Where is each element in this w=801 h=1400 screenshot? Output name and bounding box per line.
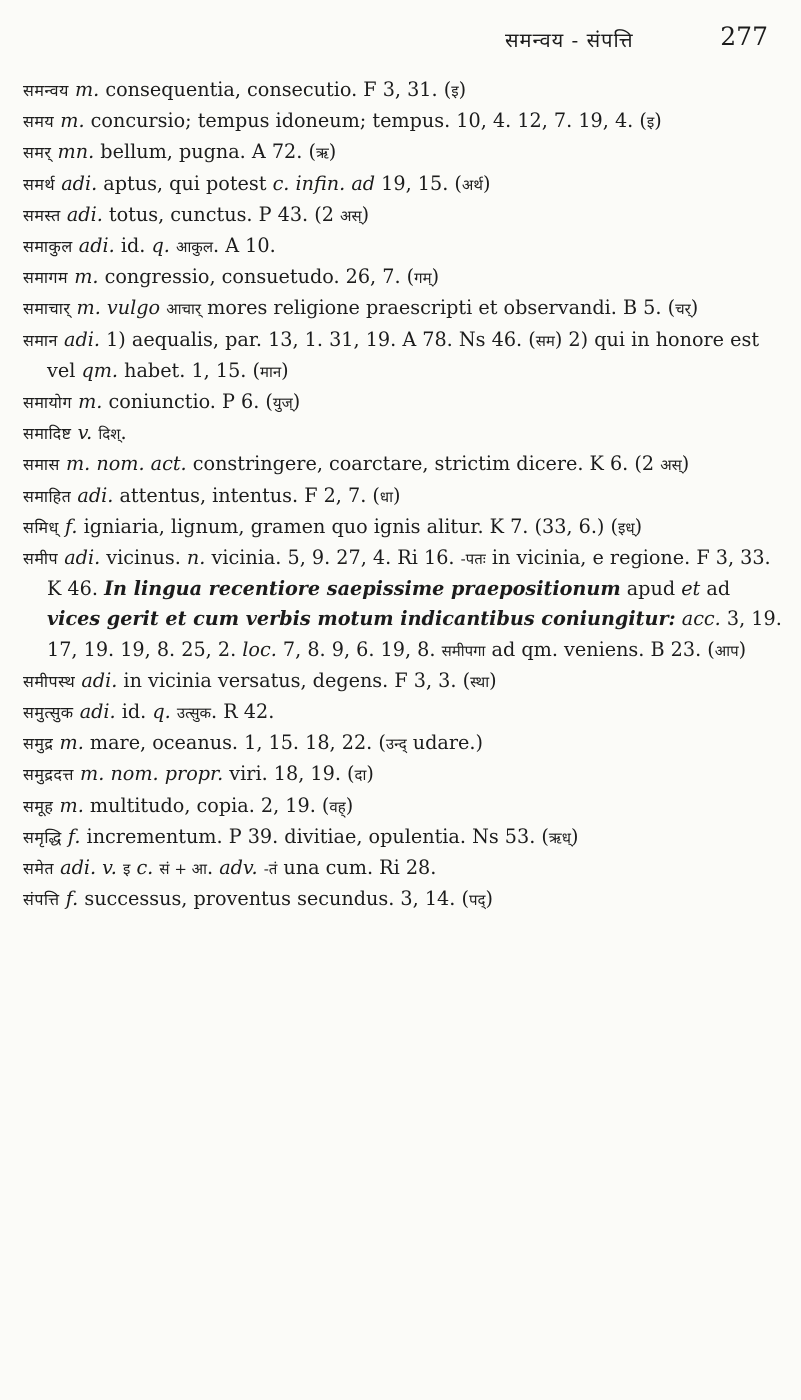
dictionary-entry bbox=[23, 449, 783, 480]
dictionary-entry bbox=[23, 884, 783, 915]
entry-text: -पतः bbox=[460, 550, 486, 569]
entry-text: धा bbox=[379, 487, 394, 506]
entry-headword: समन्वय bbox=[23, 81, 69, 100]
dictionary-entry bbox=[23, 75, 783, 106]
entry-headword: समृद्धि bbox=[23, 827, 62, 847]
dictionary-entry bbox=[23, 293, 783, 324]
entry-text: ) bbox=[361, 202, 370, 226]
entry-text: सम bbox=[535, 331, 555, 350]
entry-text: acc. bbox=[681, 607, 721, 631]
entry-text: incrementum. P 39. divitiae, opulentia. Ns 53. ( bbox=[80, 824, 549, 848]
entry-headword: समागम bbox=[23, 268, 69, 288]
entry-grammar: v. bbox=[77, 421, 93, 445]
entry-text: successus, proventus secundus. 3, 14. ( bbox=[78, 887, 469, 911]
entry-text: दा bbox=[354, 766, 367, 785]
entry-text: ) bbox=[654, 109, 662, 133]
entry-headword: समाहित bbox=[23, 486, 72, 506]
entry-headword: समीपस्थ bbox=[23, 671, 76, 691]
entry-text: ऋ bbox=[315, 144, 329, 163]
entry-text: mare, oceanus. 1, 15. 18, 22. ( bbox=[83, 731, 386, 755]
entry-text: concursio; tempus idoneum; tempus. 10, 4. 12, 7. 19, 4. ( bbox=[84, 109, 647, 133]
entry-text: इध् bbox=[618, 518, 635, 537]
entry-text: ) bbox=[345, 793, 354, 817]
entry-text: una cum. Ri 28. bbox=[277, 856, 437, 880]
entry-grammar: f. bbox=[64, 514, 78, 538]
entry-text: vicinus. bbox=[100, 546, 187, 570]
entry-text: adv. bbox=[219, 856, 258, 880]
entry-text: 1) aequalis, par. 13, 1. 31, 19. A 78. Ns 46. ( bbox=[100, 327, 536, 351]
entry-text: totus, cunctus. P 43. (2 bbox=[102, 202, 341, 226]
entry-grammar: m. bbox=[74, 78, 100, 101]
entry-grammar: m. nom. act. bbox=[65, 452, 187, 476]
entry-text: vulgo bbox=[106, 296, 161, 320]
entry-text: ) bbox=[681, 452, 690, 476]
entry-text: ) bbox=[570, 824, 579, 848]
entry-grammar: adi. bbox=[78, 234, 115, 258]
entry-text: अस् bbox=[340, 206, 362, 225]
entry-text: ) bbox=[690, 296, 699, 320]
entry-text: ) bbox=[292, 390, 301, 414]
entry-grammar: adi. bbox=[81, 668, 118, 692]
entry-text: सं + आ bbox=[159, 860, 207, 879]
entry-text: in vicinia, e regione. F 3, 33. K 46. bbox=[47, 546, 771, 601]
entry-text: In lingua recentiore saepissime praepositionum bbox=[104, 577, 621, 601]
entry-text: q. bbox=[152, 700, 171, 724]
dictionary-entry bbox=[23, 200, 783, 231]
entry-headword: समास bbox=[23, 455, 60, 475]
entry-text: ) bbox=[485, 887, 493, 911]
entry-text: qm. bbox=[81, 358, 119, 382]
entry-text: igniaria, lignum, gramen quo ignis alitur. K 7. (33, 6.) ( bbox=[77, 514, 618, 538]
entry-headword: समायोग bbox=[23, 393, 72, 413]
entry-text: इ bbox=[451, 82, 459, 100]
dictionary-entry bbox=[23, 512, 783, 543]
page-header bbox=[0, 20, 801, 60]
entry-text: id. bbox=[115, 700, 153, 724]
dictionary-entry bbox=[23, 137, 783, 168]
entry-text: अर्थ bbox=[461, 175, 483, 194]
dictionary-entry bbox=[23, 106, 783, 137]
entry-text: उन्द् bbox=[385, 735, 407, 754]
entry-text: 19, 15. ( bbox=[375, 171, 462, 195]
entry-grammar: mn. bbox=[57, 140, 95, 164]
dictionary-entry bbox=[23, 822, 783, 853]
entry-grammar: m. bbox=[59, 731, 84, 755]
entry-text: aptus, qui potest bbox=[97, 171, 273, 195]
dictionary-entry bbox=[23, 853, 783, 884]
entry-text: चर् bbox=[675, 300, 691, 319]
entry-text: आप bbox=[714, 641, 739, 660]
entry-text: उत्सुक bbox=[176, 704, 212, 723]
entry-grammar: adi. bbox=[61, 171, 98, 195]
entry-grammar: f. bbox=[67, 824, 81, 848]
entry-headword: समान bbox=[23, 330, 58, 350]
entry-grammar: adi. bbox=[79, 700, 116, 724]
entry-text: ) bbox=[393, 483, 401, 507]
dictionary-entry bbox=[23, 169, 783, 200]
dictionary-entry bbox=[23, 231, 783, 262]
entry-text: . R 42. bbox=[211, 700, 275, 724]
entry-text: bellum, pugna. A 72. ( bbox=[94, 140, 316, 164]
entry-text: . A 10. bbox=[213, 234, 276, 258]
entry-text: id. bbox=[114, 234, 152, 258]
entry-text: समीपगा bbox=[441, 641, 486, 660]
entry-grammar: m. bbox=[59, 793, 84, 817]
entry-text: apud bbox=[620, 577, 682, 601]
entry-text: स्था bbox=[470, 672, 490, 691]
dictionary-entry bbox=[23, 759, 783, 790]
entry-text: मान bbox=[259, 362, 282, 381]
entry-text: constringere, coarctare, strictim dicere. K 6. (2 bbox=[186, 452, 661, 476]
entry-text: ad bbox=[700, 577, 731, 601]
entry-text: ) bbox=[634, 514, 643, 538]
entry-headword: समाचार् bbox=[23, 299, 71, 319]
running-head: समन्वय - संपत्ति bbox=[505, 28, 634, 52]
dictionary-entries bbox=[23, 75, 783, 915]
dictionary-entry bbox=[23, 666, 783, 697]
entry-text: mores religione praescripti et observandi. B 5. ( bbox=[201, 296, 676, 320]
entry-text: आकुल bbox=[175, 238, 213, 257]
entry-grammar: f. bbox=[65, 887, 79, 911]
entry-text: 7, 8. 9, 6. 19, 8. bbox=[276, 637, 442, 661]
entry-grammar: adi. bbox=[66, 202, 103, 226]
entry-headword: समादिष्ट bbox=[23, 424, 72, 444]
entry-text: वह् bbox=[329, 797, 346, 816]
dictionary-entry bbox=[23, 728, 783, 759]
page-number: 277 bbox=[720, 22, 768, 51]
dictionary-entry bbox=[23, 325, 783, 387]
entry-text: ) 2) qui in honore est vel bbox=[47, 327, 760, 382]
entry-text: आचार् bbox=[166, 300, 202, 319]
entry-text: इ bbox=[122, 860, 131, 879]
entry-text: -तं bbox=[263, 860, 278, 879]
entry-text: पद् bbox=[468, 891, 486, 910]
entry-text: c. bbox=[136, 856, 154, 880]
entry-text: इ bbox=[646, 113, 655, 132]
entry-text: 3, 19. 17, 19. 19, 8. 25, 2. bbox=[47, 607, 782, 661]
entry-text: . bbox=[120, 421, 127, 445]
entry-text: attentus, intentus. F 2, 7. ( bbox=[113, 483, 380, 507]
entry-grammar: m. nom. propr. bbox=[80, 762, 224, 786]
entry-text: . bbox=[206, 856, 220, 880]
entry-text: दिश् bbox=[98, 425, 121, 444]
entry-text: consequentia, consecutio. F 3, 31. ( bbox=[99, 78, 452, 101]
entry-headword: समुत्सुक bbox=[23, 703, 74, 723]
entry-headword: समुद्रदत्त bbox=[23, 765, 74, 785]
dictionary-entry bbox=[23, 262, 783, 293]
entry-grammar: adi. bbox=[77, 483, 114, 507]
dictionary-entry bbox=[23, 481, 783, 512]
entry-grammar: adi. bbox=[64, 546, 101, 570]
entry-headword: समुद्र bbox=[23, 734, 54, 754]
entry-text: ) bbox=[482, 171, 491, 195]
entry-text: udare.) bbox=[406, 731, 483, 755]
entry-text: loc. bbox=[242, 637, 277, 661]
entry-text: युज् bbox=[272, 394, 293, 413]
entry-headword: संपत्ति bbox=[23, 890, 60, 910]
entry-grammar: m. bbox=[78, 390, 103, 414]
entry-text: c. infin. ad bbox=[272, 171, 376, 195]
entry-text: viri. 18, 19. ( bbox=[223, 762, 355, 786]
entry-text: गम् bbox=[414, 269, 432, 288]
entry-headword: समस्त bbox=[23, 205, 61, 225]
entry-headword: समिध् bbox=[23, 517, 59, 537]
entry-text: ) bbox=[458, 78, 467, 101]
entry-headword: समूह bbox=[23, 796, 54, 816]
entry-text: ऋध् bbox=[548, 828, 571, 847]
entry-headword: समाकुल bbox=[23, 237, 73, 257]
entry-grammar: adi. v. bbox=[60, 856, 117, 880]
dictionary-entry bbox=[23, 543, 783, 666]
dictionary-entry bbox=[23, 387, 783, 418]
entry-grammar: adi. bbox=[64, 327, 100, 351]
entry-text: multitudo, copia. 2, 19. ( bbox=[83, 793, 330, 817]
dictionary-entry bbox=[23, 791, 783, 822]
entry-text: habet. 1, 15. ( bbox=[118, 358, 260, 382]
entry-text: अस् bbox=[660, 456, 682, 475]
entry-text: ) bbox=[366, 762, 374, 786]
entry-text: ) bbox=[281, 358, 289, 382]
entry-headword: समर् bbox=[23, 143, 52, 163]
entry-text: et bbox=[681, 577, 701, 601]
entry-text: vicinia. 5, 9. 27, 4. Ri 16. bbox=[205, 546, 461, 570]
entry-text: ) bbox=[489, 668, 497, 692]
entry-text: coniunctio. P 6. ( bbox=[102, 390, 273, 414]
entry-grammar: m. bbox=[74, 265, 99, 289]
entry-text: q. bbox=[151, 234, 170, 258]
entry-headword: समर्थ bbox=[23, 174, 56, 194]
entry-text: vices gerit et cum verbis motum indicantibus coniungitur: bbox=[47, 607, 676, 631]
entry-text: ad qm. veniens. B 23. ( bbox=[485, 637, 715, 661]
entry-grammar: m. bbox=[60, 109, 85, 133]
entry-headword: समेत bbox=[23, 859, 55, 879]
entry-text: ) bbox=[738, 637, 747, 661]
entry-text: n. bbox=[186, 546, 206, 570]
entry-text: ) bbox=[431, 265, 440, 289]
entry-text: in vicinia versatus, degens. F 3, 3. ( bbox=[117, 668, 471, 692]
entry-grammar: m. bbox=[76, 296, 101, 320]
entry-text: congressio, consuetudo. 26, 7. ( bbox=[98, 265, 415, 289]
entry-headword: समीप bbox=[23, 549, 59, 569]
dictionary-entry bbox=[23, 418, 783, 449]
entry-headword: समय bbox=[23, 112, 55, 132]
dictionary-entry bbox=[23, 697, 783, 728]
entry-text: ) bbox=[328, 140, 337, 164]
